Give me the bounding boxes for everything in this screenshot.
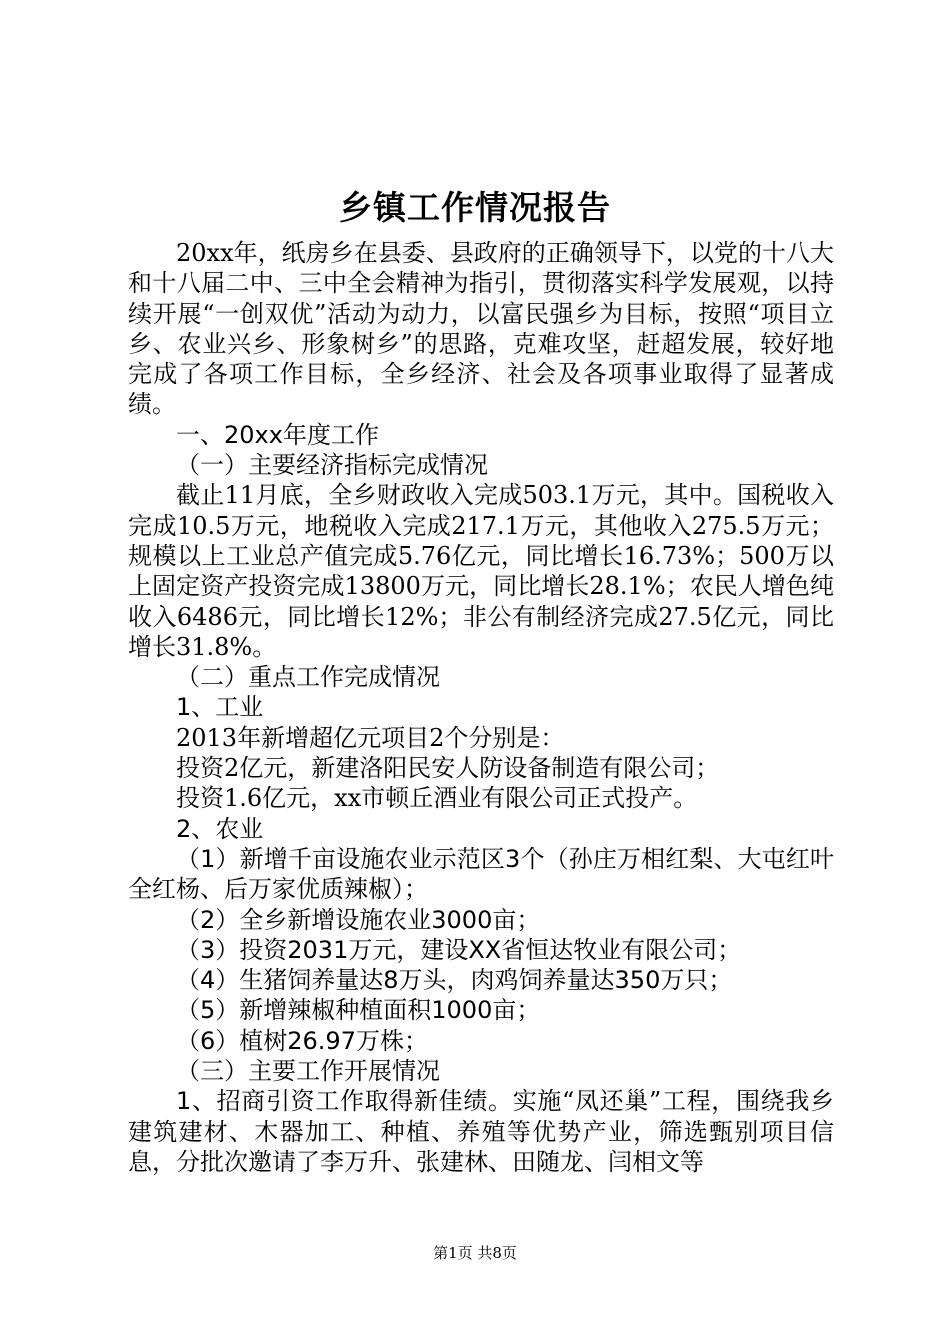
agriculture-item: （6）植树26.97万株； — [176, 1026, 428, 1055]
intro-paragraph: 20xx年，纸房乡在县委、县政府的正确领导下，以党的十八大和十八届二中、三中全会精神为指引，贯彻落实科学发展观，以持续开展“一创双优”活动为动力，以富民强乡为目标，按照“项目立乡、农业兴乡、形象树乡”的思路，克难攻坚，赶超发展，较好地完成了各项工作目标，全乡经济、社会及各项事业取得了显著成绩。 — [128, 239, 834, 419]
industry-line: 投资2亿元，新建洛阳民安人防设备制造有限公司； — [176, 754, 720, 783]
investment-text: 实施“凤还巢”工程，围绕我乡建筑建材、木器加工、种植、养殖等优势产业，筛选甄别项目信息，分批次邀请了李万升、张建林、田随龙、闫相文等 — [128, 1087, 834, 1176]
item-heading-industry: 1、工业 — [176, 693, 264, 722]
document-title: 乡镇工作情况报告 — [339, 188, 611, 227]
agriculture-item: （3）投资2031万元，建设XX省恒达牧业有限公司； — [176, 935, 742, 964]
section-heading: 一、20xx年度工作 — [176, 420, 379, 449]
investment-paragraph — [128, 1086, 834, 1177]
item-heading-agriculture: 2、农业 — [176, 814, 264, 843]
economic-indicators-paragraph: 截止11月底，全乡财政收入完成503.1万元，其中。国税收入完成10.5万元，地税收入完成217.1万元，其他收入275.5万元；规模以上工业总产值完成5.76亿元，同比增长16.73%；500万以上固定资产投资完成13800万元，同比增长28.1%；农民人增色纯收入6486元，同比增长12%；非公有制经济完成27.5亿元，同比增长31.8%。 — [128, 481, 834, 661]
investment-lead: 1、招商引资工作取得新佳绩。 — [176, 1087, 513, 1116]
agriculture-item: （1）新增千亩设施农业示范区3个（孙庄万相红梨、大屯红叶全红杨、后万家优质辣椒）； — [128, 844, 834, 904]
agriculture-item: （4）生猪饲养量达8万头，肉鸡饲养量达350万只； — [176, 966, 733, 995]
document-body — [128, 238, 834, 1177]
industry-line: 2013年新增超亿元项目2个分别是： — [176, 723, 565, 752]
agriculture-item: （5）新增辣椒种植面积1000亩； — [176, 996, 541, 1025]
subsection-heading: （一）主要经济指标完成情况 — [176, 451, 488, 480]
agriculture-item: （2）全乡新增设施农业3000亩； — [176, 905, 541, 934]
page-footer: 第1页 共8页 — [433, 1244, 517, 1262]
subsection-heading: （三）主要工作开展情况 — [176, 1057, 440, 1086]
industry-line: 投资1.6亿元，xx市顿丘酒业有限公司正式投产。 — [176, 784, 698, 813]
subsection-heading: （二）重点工作完成情况 — [176, 663, 440, 692]
